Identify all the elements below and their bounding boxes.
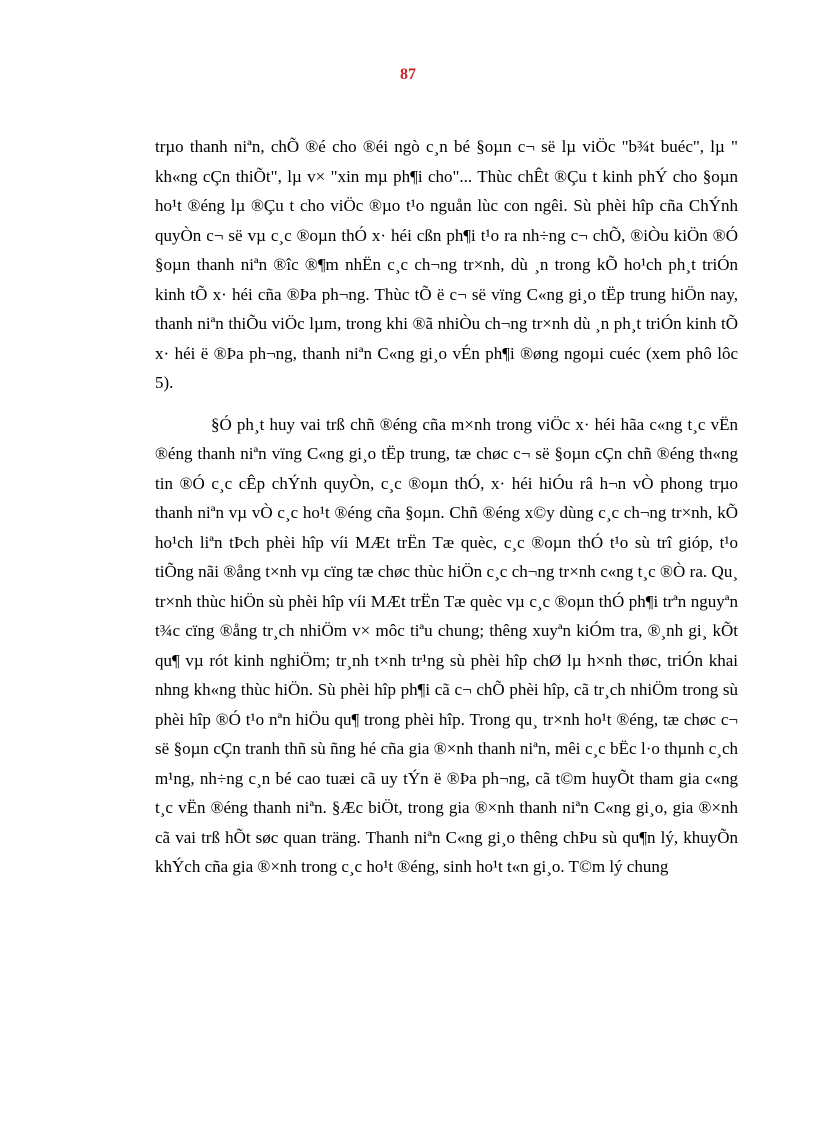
page-number: 87 — [400, 66, 416, 83]
paragraph-2: §Ó ph¸t huy vai trß chñ ®éng cña m×nh trong viÖc x· héi hãa c«ng t¸c vËn ®éng thanh niªn vïng C«ng gi¸o tËp trung, tæ chøc c¬ së §oµn cÇn chñ ®éng th«ng tin ®Ó c¸c cÊp chÝnh quyÒn, c¸c ®oµn thÓ, x· héi hiÓu râ h¬n vÒ phong trµo thanh niªn vµ vÒ c¸c ho¹t ®éng cña §oµn. Chñ ®éng x©y dùng c¸c ch¬ng tr×nh, kÕ ho¹ch liªn tÞch phèi hîp víi MÆt trËn Tæ quèc, c¸c ®oµn thÓ t¹o sù trî gióp, t¹o tiÕng nãi ®ång t×nh vµ cïng tæ chøc thùc hiÖn c¸c ch¬ng tr×nh c«ng t¸c ®Ò ra. Qu¸ tr×nh thùc hiÖn sù phèi hîp víi MÆt trËn Tæ quèc vµ c¸c ®oµn thÓ ph¶i trªn nguyªn t¾c cïng ®ång tr¸ch nhiÖm v× môc tiªu chung; thêng xuyªn kiÓm tra, ®¸nh gi¸ kÕt qu¶ vµ rót kinh nghiÖm; tr¸nh t×nh tr¹ng sù phèi hîp chØ lµ h×nh thøc, triÓn khai nhng kh«ng thùc hiÖn. Sù phèi hîp ph¶i cã c¬ chÕ phèi hîp, cã tr¸ch nhiÖm trong sù phèi hîp ®Ó t¹o nªn hiÖu qu¶ trong phèi hîp. Trong qu¸ tr×nh ho¹t ®éng, tæ chøc c¬ së §oµn cÇn tranh thñ sù ñng hé cña gia ®×nh thanh niªn, mêi c¸c bËc l·o thµnh c¸ch m¹ng, nh÷ng c¸n bé cao tuæi cã uy tÝn ë ®Þa ph¬ng, cã t©m huyÕt tham gia c«ng t¸c vËn ®éng thanh niªn. §Æc biÖt, trong gia ®×nh thanh niªn C«ng gi¸o, gia ®×nh cã vai trß hÕt søc quan träng. Thanh niªn C«ng gi¸o thêng chÞu sù qu¶n lý, khuyÕn khÝch cña gia ®×nh trong c¸c ho¹t ®éng, sinh ho¹t t«n gi¸o. T©m lý chung — [155, 414, 738, 876]
body-text — [155, 132, 738, 882]
paragraph-1: trµo thanh niªn, chÕ ®é cho ®éi ngò c¸n bé §oµn c¬ së lµ viÖc "b¾t buéc", lµ " kh«ng cÇn thiÕt", lµ v× "xin mµ ph¶i cho"... Thùc chÊt ®Çu t kinh phÝ cho §oµn ho¹t ®éng lµ ®Çu t cho viÖc ®µo t¹o nguån lùc con ngêi. Sù phèi hîp cña ChÝnh quyÒn c¬ së vµ c¸c ®oµn thÓ x· héi cßn ph¶i t¹o ra nh÷ng c¬ chÕ, ®iÒu kiÖn ®Ó §oµn thanh niªn ®îc ®¶m nhËn c¸c ch¬ng tr×nh, dù ¸n trong kÕ ho¹ch ph¸t triÓn kinh tÕ x· héi cña ®Þa ph¬ng. Thùc tÕ ë c¬ së vïng C«ng gi¸o tËp trung hiÖn nay, thanh niªn thiÕu viÖc lµm, trong khi ®ã nhiÒu ch¬ng tr×nh dù ¸n ph¸t triÓn kinh tÕ x· héi ë ®Þa ph¬ng, thanh niªn C«ng gi¸o vÉn ph¶i ®øng ngoµi cuéc (xem phô lôc 5). — [155, 137, 738, 392]
